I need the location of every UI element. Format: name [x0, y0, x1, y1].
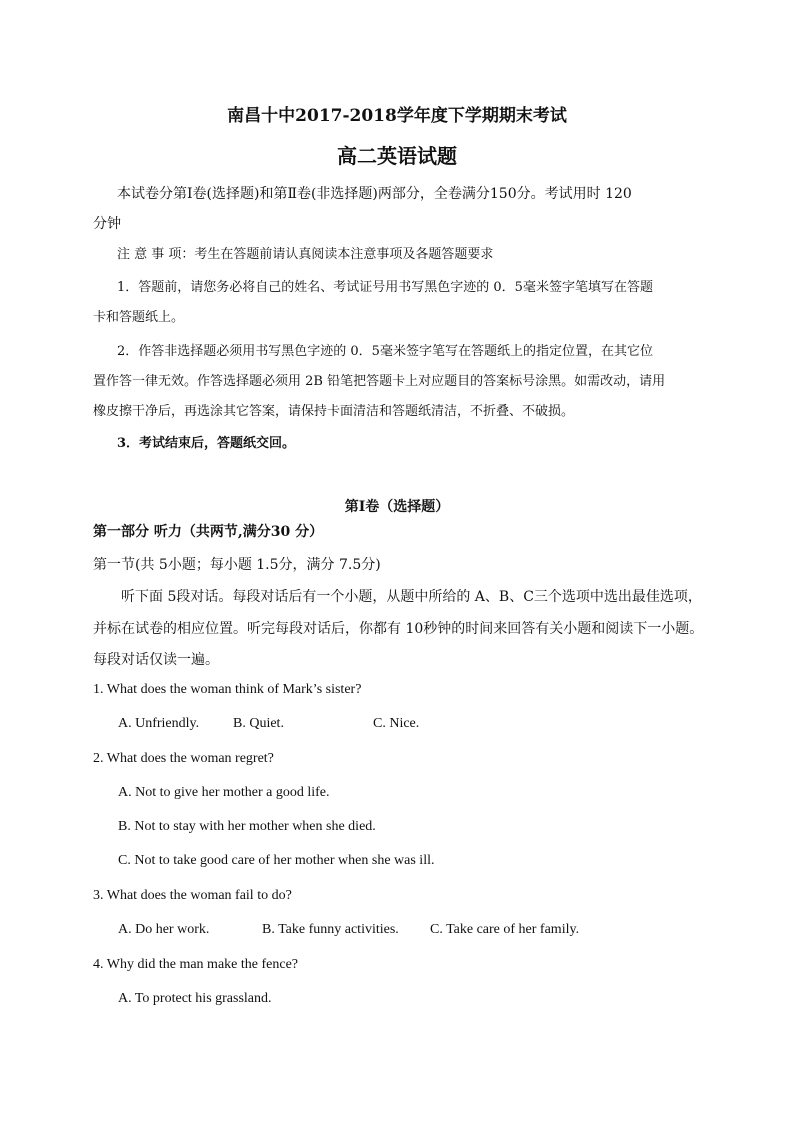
instructions-line-1: 听下面 5段对话。每段对话后有一个小题，从题中所给的 A、B、C三个选项中选出最佳选项，: [121, 589, 702, 605]
question-2: 2. What does the woman regret?: [93, 751, 274, 766]
exam-subtitle: 高二英语试题: [337, 144, 457, 168]
instructions-line-2: 并标在试卷的相应位置。听完每段对话后，你都有 10秒钟的时间来回答有关小题和阅读下一小题。: [93, 621, 704, 637]
exam-title: 南昌十中2017-2018学年度下学期期末考试: [227, 106, 567, 126]
note-1-line-2: 卡和答题纸上。: [93, 310, 185, 325]
note-2-line-2: 置作答一律无效。作答选择题必须用 2B 铅笔把答题卡上对应题目的答案标号涂黑。如需改动，请用: [93, 374, 666, 389]
note-3: 3．考试结束后，答题纸交回。: [117, 436, 296, 451]
part-1-heading: 第一部分 听力（共两节,满分30 分）: [93, 524, 324, 540]
notes-heading: 注 意 事 项：考生在答题前请认真阅读本注意事项及各题答题要求: [117, 247, 494, 262]
question-1-option-c: C. Nice.: [373, 716, 420, 731]
note-2-line-3: 橡皮擦干净后，再选涂其它答案，请保持卡面清洁和答题纸清洁，不折叠、不破损。: [93, 404, 575, 419]
intro-line-2: 分钟: [93, 216, 121, 232]
question-1: 1. What does the woman think of Mark’s sister?: [93, 682, 362, 697]
question-2-option-b: B. Not to stay with her mother when she died.: [118, 819, 376, 834]
section-1-heading: 第一节(共 5小题；每小题 1.5分，满分 7.5分): [93, 557, 381, 573]
question-3-option-c: C. Take care of her family.: [430, 922, 580, 937]
question-3: 3. What does the woman fail to do?: [93, 888, 292, 903]
note-2-line-1: 2．作答非选择题必须用书写黑色字迹的 0．5毫米签字笔写在答题纸上的指定位置，在其它位: [117, 344, 653, 359]
intro-line-1: 本试卷分第Ⅰ卷(选择题)和第Ⅱ卷(非选择题)两部分，全卷满分150分。考试用时 120: [117, 186, 632, 202]
question-4-option-a: A. To protect his grassland.: [118, 991, 272, 1006]
volume-title: 第Ⅰ卷（选择题）: [344, 499, 450, 515]
question-3-option-b: B. Take funny activities.: [262, 922, 399, 937]
instructions-line-3: 每段对话仅读一遍。: [93, 652, 219, 668]
note-1-line-1: 1．答题前，请您务必将自己的姓名、考试证号用书写黑色字迹的 0．5毫米签字笔填写在答题: [117, 280, 653, 295]
question-4: 4. Why did the man make the fence?: [93, 957, 298, 972]
question-3-option-a: A. Do her work.: [118, 922, 210, 937]
question-1-option-a: A. Unfriendly.: [118, 716, 200, 731]
question-1-option-b: B. Quiet.: [233, 716, 284, 731]
question-2-option-c: C. Not to take good care of her mother when she was ill.: [118, 853, 435, 868]
question-2-option-a: A. Not to give her mother a good life.: [118, 785, 330, 800]
